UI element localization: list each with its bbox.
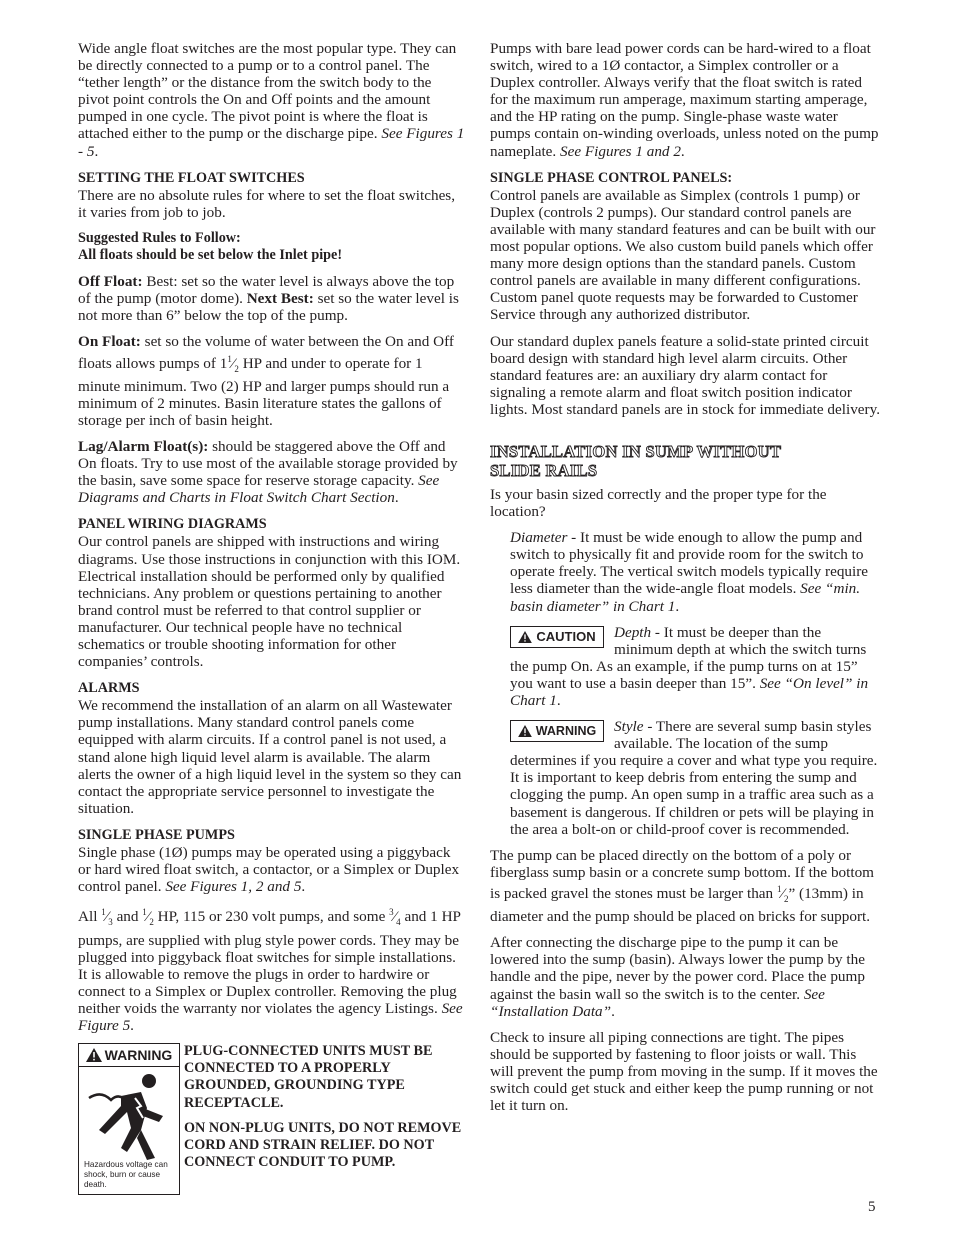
single-phase-section: SINGLE PHASE PUMPS Single phase (1Ø) pumps may be operated using a piggyback or hard wired float switch, a contactor, or a Simplex or Duplex control panel. See Figures 1, 2 and 5. xyxy=(78,826,460,896)
style-block: WARNING Style - There are several sump basin styles available. The location of the sump determines if you require a cover and what type you require. It is important to keep debris from entering the sump and clogging the pump. An open sump in a traffic area such as a basement is dangerous. If children or pets will be playing in the area a bolt-on or child-proof cover is recommended. xyxy=(510,718,878,838)
warning-text: PLUG-CONNECTED UNITS MUST BE CONNECTED TO A PROPERLY GROUNDED, GROUNDING TYPE RECEPTACLE. ON NON-PLUG UNITS, DO NOT REMOVE CORD AND STRAIN RELIEF. DO NOT CONNECT CONDUIT TO PUMP. xyxy=(184,1043,462,1171)
piping-check-paragraph: Check to insure all piping connections are tight. The pipes should be supported by fastening to floor joists or wall. This will prevent the pump from moving in the sump. If it moves the switch could get stuck and either keep the pump running or not let it turn on. xyxy=(490,1028,878,1115)
warning-header: WARNING xyxy=(79,1044,179,1067)
float-intro-paragraph: Wide angle float switches are the most popular type. They can be directly connected to a pump or to a control panel. The “tether length” or the distance from the switch body to the pivot point controls the On and Off points and the amount pumped in one cycle. The pivot point is where the float is attached either to the pump or the discharge pipe. See Figures 1 - 5. xyxy=(78,40,465,160)
diameter-paragraph: Diameter - It must be wide enough to allow the pump and switch to physically fit and provide room for the switch to operate freely. The vertical switch models typically require less diameter than the wide-angle float models. See “min. basin diameter” in Chart 1. xyxy=(510,529,869,615)
alarms-section: ALARMS We recommend the installation of an alarm on all Wastewater pump installations. Many standard control panels come equipped with alarm circuits. If a control panel is not used, a stand alone high liquid level alarm is available. The alarm alerts the owner of a high liquid level in the system so they can contact the appropriate service personnel to investigate the situation. xyxy=(78,680,462,817)
suggested-rules: Suggested Rules to Follow: All floats should be set below the Inlet pipe! xyxy=(78,229,343,264)
warning-triangle-icon xyxy=(86,1048,102,1062)
warning-triangle-icon xyxy=(518,631,532,643)
installation-heading: INSTALLATION IN SUMP WITHOUT SLIDE RAILS xyxy=(490,441,782,480)
off-float-paragraph: Off Float: Best: set so the water level is always above the top of the pump (motor dome). Next Best: set so the water level is not more than 6” below the top of the pump. xyxy=(78,273,459,325)
bare-lead-paragraph: Pumps with bare lead power cords can be hard-wired to a float switch, wired to a 1Ø contactor, a Simplex controller or a Duplex controller. Always verify that the float switch is rated for the maximum run amperage, maximum starting amperage, and the HP rating on the pump. Single-phase waste water pumps contain on-winding overloads, unless noted on the pump nameplate. See Figures 1 and 2. xyxy=(490,40,879,160)
lag-float-paragraph: Lag/Alarm Float(s): should be staggered above the Off and On floats. Try to use most of the available storage provided by the basin, save some space for reserve storage capacity. See Diagrams and Charts in Float Switch Chart Section. xyxy=(78,437,458,507)
caution-badge: CAUTION xyxy=(510,626,604,648)
control-panels-section: SINGLE PHASE CONTROL PANELS: Control panels are available as Simplex (controls 1 pump) or Duplex (controls 2 pumps). Our standard control panels are available with many standard features and can be built with our most popular options. We also custom build panels which offer many more design options than the standard panels. Custom control panels are available in many different configurations. Custom panel quote requests may be forwarded to Customer Service through any authorized distributor. xyxy=(490,169,876,324)
on-float-paragraph: On Float: set so the volume of water between the On and Off floats allows pumps of $1^1⁄_2$ HP and under to operate for 1 minute minimum. Two (2) HP and larger pumps should run a minimum of 2 minutes. Basin literature states the gallons of storage per inch of basin height. xyxy=(78,333,454,429)
warning-caption: Hazardous voltage can shock, burn or cause death. xyxy=(84,1160,168,1190)
lowering-paragraph: After connecting the discharge pipe to the pump it can be lowered into the sump (basin). Always lower the pump by the handle and the pipe, never by the power cord. Place the pump against the basin wall so the switch is to the center. See “Installation Data”. xyxy=(490,934,865,1020)
left-column xyxy=(78,40,466,1193)
warning-symbol-box xyxy=(78,1043,180,1195)
duplex-panels-paragraph: Our standard duplex panels feature a solid-state printed circuit board design with standard high level alarm circuits. Other standard features are: an auxiliary dry alarm contact for signaling a remote alarm and float switch position indicator lights. Most standard panels are in stock for immediate delivery. xyxy=(490,332,880,418)
placement-paragraph: The pump can be placed directly on the bottom of a poly or fiberglass sump basin or a concrete sump bottom. If the bottom is packed gravel the stones must be larger than $^1⁄_2$” (13mm) in diameter and the pump should be placed on bricks for support. xyxy=(490,846,874,926)
setting-heading: SETTING THE FLOAT SWITCHES xyxy=(78,169,305,186)
depth-block: CAUTION Depth - It must be deeper than the minimum depth at which the switch turns the pump On. As an example, if the pump turns on at 15” you want to use a basin deeper than 15”. See “On level” in Chart 1. xyxy=(510,623,869,709)
right-column xyxy=(490,40,880,1123)
panel-wiring-section: PANEL WIRING DIAGRAMS Our control panels are shipped with instructions and wiring diagrams. Use those instructions in conjunction with this IOM. Electrical installation should be performed only by qualified technicians. Any problem or questions pertaining to another brand control must be referred to that control supplier or manufacturer. Our technical people have no technical schematics or trouble shooting information for other companies’ controls. xyxy=(78,516,461,671)
warning-badge: WARNING xyxy=(510,720,604,742)
setting-section: SETTING THE FLOAT SWITCHES There are no absolute rules for where to set the float switches, it varies from job to job. xyxy=(78,169,456,221)
warning-triangle-icon xyxy=(518,725,532,737)
page-number: 5 xyxy=(868,1199,876,1215)
electric-shock-icon xyxy=(81,1068,177,1164)
plug-cords-paragraph: All $^1⁄_3$ and $^1⁄_2$ HP, 115 or 230 volt pumps, and some $^3⁄_4$ and 1 HP pumps, are supplied with plug style power cords. They may be plugged into piggyback float switches for simple installations. It is allowable to remove the plugs in order to hardwire or connect to a Simplex or Duplex controller. Removing the plug neither voids the warranty nor violates the agency Listings. See Figure 5. xyxy=(78,907,463,1034)
basin-question: Is your basin sized correctly and the proper type for the location? xyxy=(490,485,827,521)
electrical-warning-block xyxy=(78,1043,466,1193)
